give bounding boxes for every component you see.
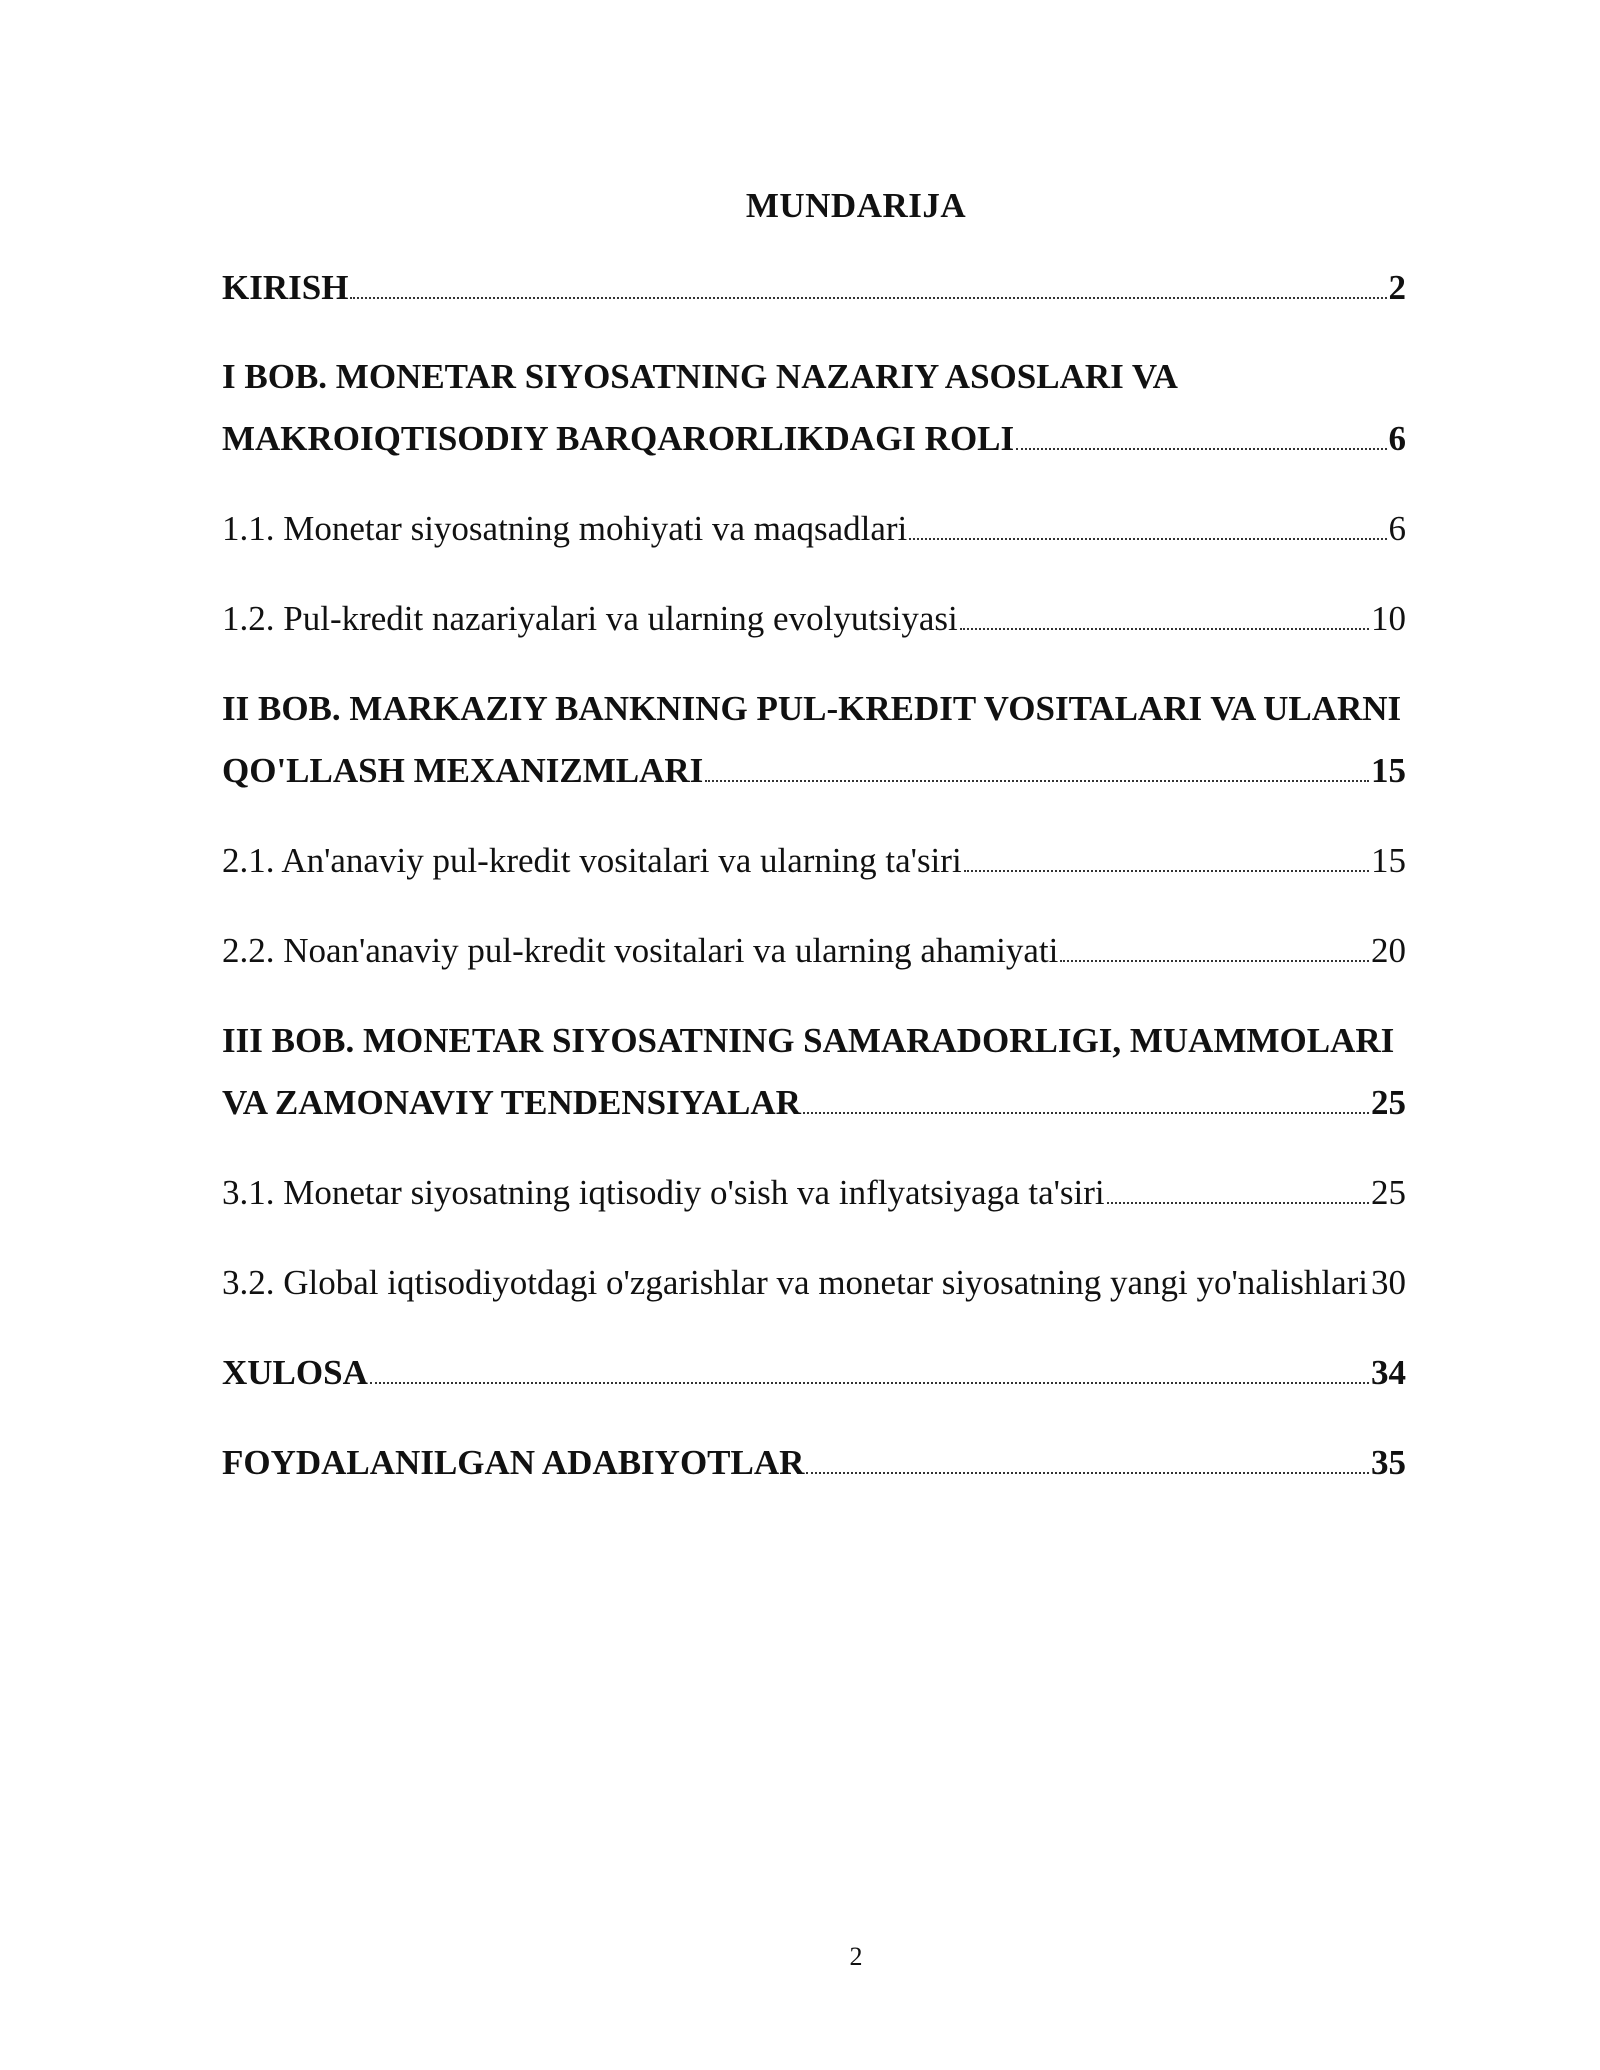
dot-leader (909, 538, 1386, 540)
dot-leader (350, 297, 1386, 299)
toc-page-number: 25 (1371, 1083, 1406, 1122)
toc-label: 3.1. Monetar siyosatning iqtisodiy o'sish va inflyatsiyaga ta'siri (222, 1173, 1105, 1212)
toc-label: KIRISH (222, 268, 349, 307)
toc-entry-section-2-1[interactable] (222, 841, 1406, 881)
dot-leader (1016, 448, 1386, 450)
toc-entry-section-2-2[interactable] (222, 931, 1406, 971)
toc-label: 1.1. Monetar siyosatning mohiyati va maqsadlari (222, 509, 908, 548)
dot-leader (806, 1472, 1369, 1474)
toc-page-number: 6 (1388, 509, 1406, 548)
dot-leader (964, 870, 1369, 872)
toc-page-number: 35 (1371, 1443, 1406, 1482)
toc-page-number: 25 (1371, 1173, 1406, 1212)
toc-page-number: 6 (1388, 419, 1406, 458)
dot-leader (705, 780, 1369, 782)
dot-leader (1107, 1202, 1369, 1204)
toc-entry-section-1-2[interactable] (222, 599, 1406, 639)
page-number: 2 (849, 1942, 863, 1971)
toc-entry-section-3-1[interactable] (222, 1173, 1406, 1213)
toc-label: FOYDALANILGAN ADABIYOTLAR (222, 1443, 805, 1482)
dot-leader (1060, 960, 1369, 962)
toc-label-line-2: VA ZAMONAVIY TENDENSIYALAR (222, 1083, 801, 1122)
toc-entry-section-1-1[interactable] (222, 509, 1406, 549)
toc-label: 2.2. Noan'anaviy pul-kredit vositalari va ularning ahamiyati (222, 931, 1059, 970)
toc-entry-chapter-3[interactable] (222, 1021, 1406, 1123)
toc-page-number: 20 (1371, 931, 1406, 970)
toc-entry-chapter-2[interactable] (222, 689, 1406, 791)
toc-label-line-2: MAKROIQTISODIY BARQARORLIKDAGI ROLI (222, 419, 1015, 458)
toc-label: 2.1. An'anaviy pul-kredit vositalari va ularning ta'siri (222, 841, 962, 880)
toc-label-line-1: III BOB. MONETAR SIYOSATNING SAMARADORLIGI, MUAMMOLARI (222, 1021, 1395, 1060)
toc-page-number: 15 (1371, 841, 1406, 880)
toc-label: 1.2. Pul-kredit nazariyalari va ularning evolyutsiyasi (222, 599, 958, 638)
toc-label: 3.2. Global iqtisodiyotdagi o'zgarishlar va monetar siyosatning yangi yo'nalishlari (222, 1263, 1369, 1302)
toc-page-number: 15 (1371, 751, 1406, 790)
table-of-contents (222, 252, 1406, 1483)
toc-entry-adabiyotlar[interactable] (222, 1443, 1406, 1483)
dot-leader (370, 1382, 1369, 1384)
toc-entry-section-3-2[interactable] (222, 1263, 1406, 1303)
toc-entry-kirish[interactable] (222, 268, 1406, 308)
toc-page-number: 10 (1371, 599, 1406, 638)
dot-leader (803, 1112, 1369, 1114)
toc-page-number: 2 (1388, 268, 1406, 307)
toc-page-number: 34 (1371, 1353, 1406, 1392)
toc-page-number: 30 (1371, 1263, 1406, 1302)
toc-label-line-1: I BOB. MONETAR SIYOSATNING NAZARIY ASOSLARI VA (222, 357, 1178, 396)
toc-entry-xulosa[interactable] (222, 1353, 1406, 1393)
toc-label-line-1: II BOB. MARKAZIY BANKNING PUL-KREDIT VOSITALARI VA ULARNI (222, 689, 1402, 728)
toc-label: XULOSA (222, 1353, 368, 1392)
toc-title: MUNDARIJA (745, 186, 967, 225)
dot-leader (960, 628, 1369, 630)
toc-entry-chapter-1[interactable] (222, 357, 1406, 459)
toc-label-line-2: QO'LLASH MEXANIZMLARI (222, 751, 704, 790)
